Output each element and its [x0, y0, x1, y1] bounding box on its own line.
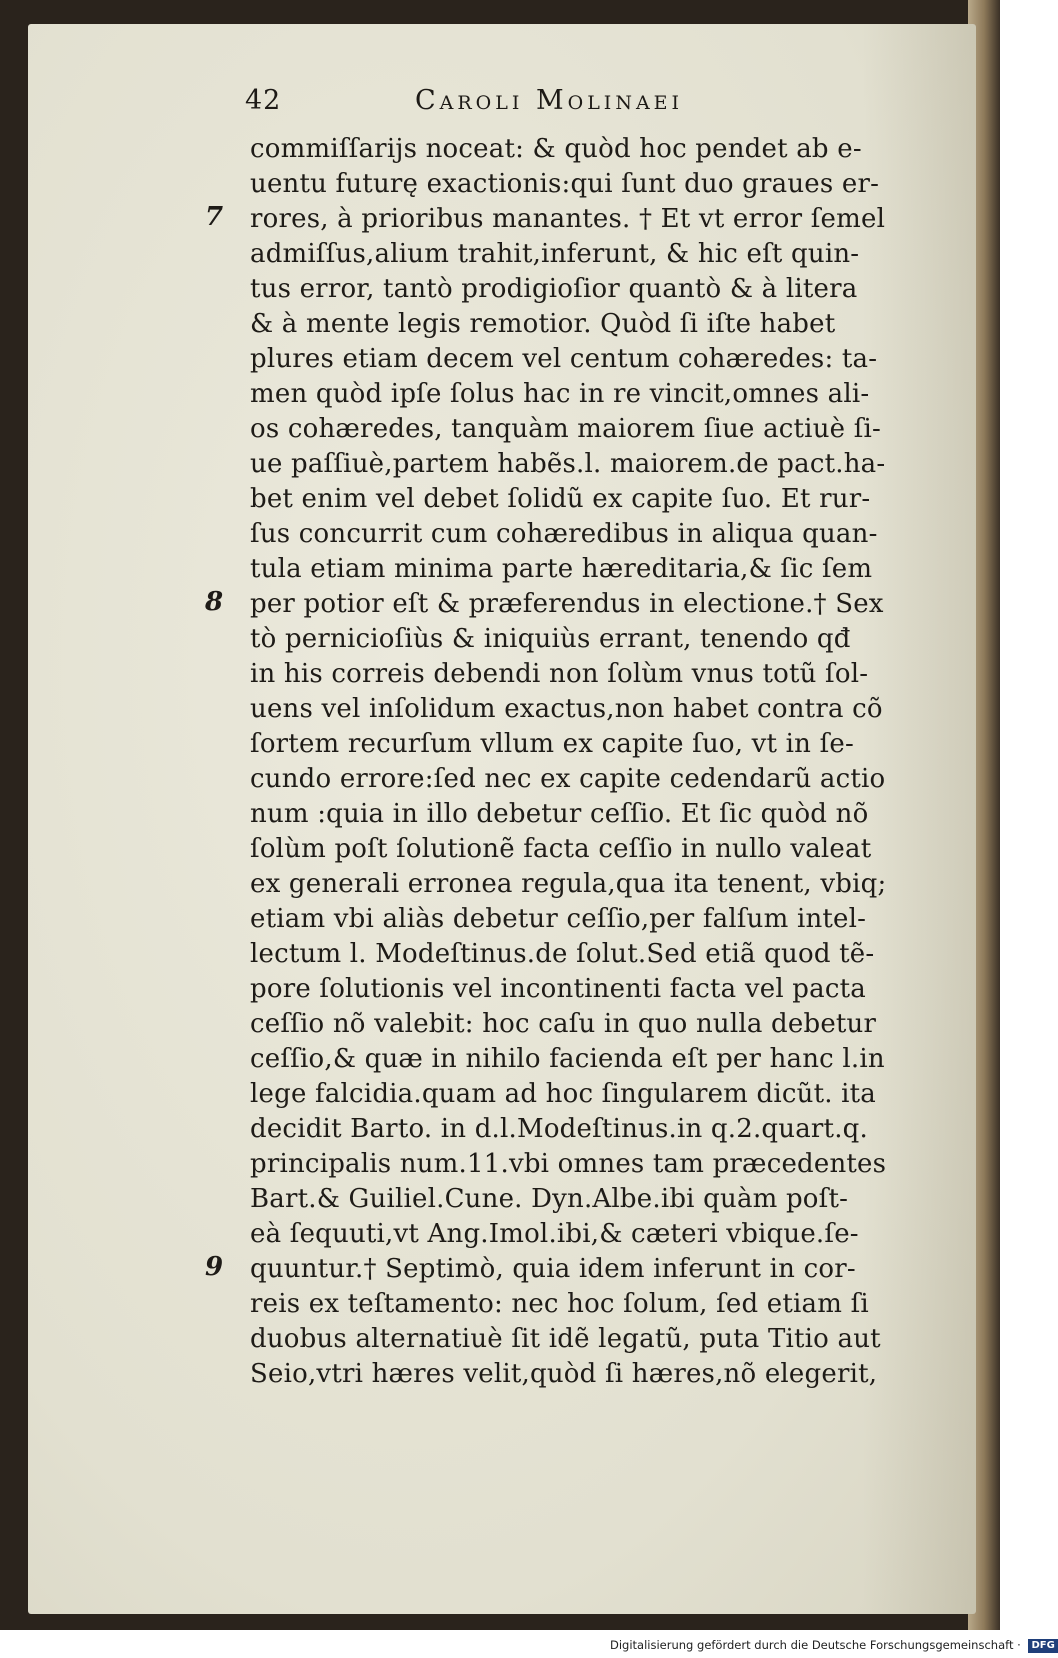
- text-line: ſus concurrit cum cohæredibus in aliqua quan-: [250, 519, 878, 549]
- text-line: commiſſarijs noceat: & quòd hoc pendet ab e-: [250, 134, 862, 164]
- digitization-credit: [610, 1638, 1055, 1658]
- text-line: uens vel inſolidum exactus,non habet contra cõ: [250, 694, 883, 724]
- text-line: tula etiam minima parte hæreditaria,& ſic ſem: [250, 554, 873, 584]
- text-line: duobus alternatiuè ſit idẽ legatũ, puta Titio aut: [250, 1324, 881, 1354]
- text-line: ceſſio,& quæ in nihilo facienda eſt per hanc l.in: [250, 1044, 885, 1074]
- text-line: men quòd ipſe ſolus hac in re vincit,omnes ali-: [250, 379, 870, 409]
- running-head: Caroli Molinaei: [415, 85, 684, 116]
- text-line: Bart.& Guiliel.Cune. Dyn.Albe.ibi quàm poſt-: [250, 1184, 849, 1214]
- text-line: eà ſequuti,vt Ang.Imol.ibi,& cæteri vbique.ſe-: [250, 1219, 859, 1249]
- text-line: uentu futurę exactionis:qui ſunt duo graues er-: [250, 169, 880, 199]
- text-line: quuntur.† Septimò, quia idem inferunt in cor-: [250, 1254, 856, 1284]
- text-line: decidit Barto. in d.l.Modeſtinus.in q.2.quart.q.: [250, 1114, 868, 1144]
- text-line: os cohæredes, tanquàm maiorem ſiue actiuè ſi-: [250, 414, 882, 444]
- page-header: [245, 85, 945, 129]
- text-line: cundo errore:ſed nec ex capite cedendarũ actio: [250, 764, 886, 794]
- text-line: rores, à prioribus manantes. † Et vt error ſemel: [250, 204, 886, 234]
- text-line: principalis num.11.vbi omnes tam præcedentes: [250, 1149, 887, 1179]
- text-line: etiam vbi aliàs debetur ceſſio,per falſum intel-: [250, 904, 867, 934]
- text-line: tò pernicioſiùs & iniquiùs errant, tenendo qđ: [250, 624, 851, 654]
- margin-number: 8: [205, 587, 224, 617]
- text-line: admiſſus,alium trahit,inferunt, & hic eſt quin-: [250, 239, 860, 269]
- margin-number: 9: [205, 1252, 224, 1282]
- text-line: ue paſſiuè,partem habẽs.l. maiorem.de pact.ha-: [250, 449, 886, 479]
- text-line: in his correis debendi non ſolùm vnus totũ ſol-: [250, 659, 869, 689]
- margin-number: 7: [205, 202, 224, 232]
- text-line: lectum l. Modeſtinus.de ſolut.Sed etiã quod tẽ-: [250, 939, 875, 969]
- text-line: ſolùm poſt ſolutionẽ facta ceſſio in nullo valeat: [250, 834, 872, 864]
- body-text: [250, 132, 950, 1392]
- page-number: 42: [245, 85, 282, 116]
- text-line: & à mente legis remotior. Quòd ſi iſte habet: [250, 309, 836, 339]
- text-line: lege falcidia.quam ad hoc ſingularem dicũt. ita: [250, 1079, 877, 1109]
- text-line: tus error, tantò prodigioſior quantò & à litera: [250, 274, 858, 304]
- text-line: pore ſolutionis vel incontinenti facta vel pacta: [250, 974, 866, 1004]
- text-line: per potior eſt & præferendus in electione.† Sex: [250, 589, 884, 619]
- text-line: Seio,vtri hæres velit,quòd ſi hæres,nõ elegerit,: [250, 1359, 878, 1389]
- text-line: reis ex teſtamento: nec hoc ſolum, ſed etiam ſi: [250, 1289, 869, 1319]
- dfg-logo: DFG: [1028, 1639, 1057, 1653]
- text-line: ſortem recurſum vllum ex capite ſuo, vt in ſe-: [250, 729, 854, 759]
- text-line: num :quia in illo debetur ceſſio. Et ſic quòd nõ: [250, 799, 869, 829]
- text-line: ex generali erronea regula,qua ita tenent, vbiq;: [250, 869, 887, 899]
- text-line: bet enim vel debet ſolidũ ex capite ſuo. Et rur-: [250, 484, 871, 514]
- credit-text: Digitalisierung gefördert durch die Deutsche Forschungsgemeinschaft ·: [610, 1638, 1021, 1652]
- text-line: plures etiam decem vel centum cohæredes: ta-: [250, 344, 878, 374]
- text-line: ceſſio nõ valebit: hoc caſu in quo nulla debetur: [250, 1009, 877, 1039]
